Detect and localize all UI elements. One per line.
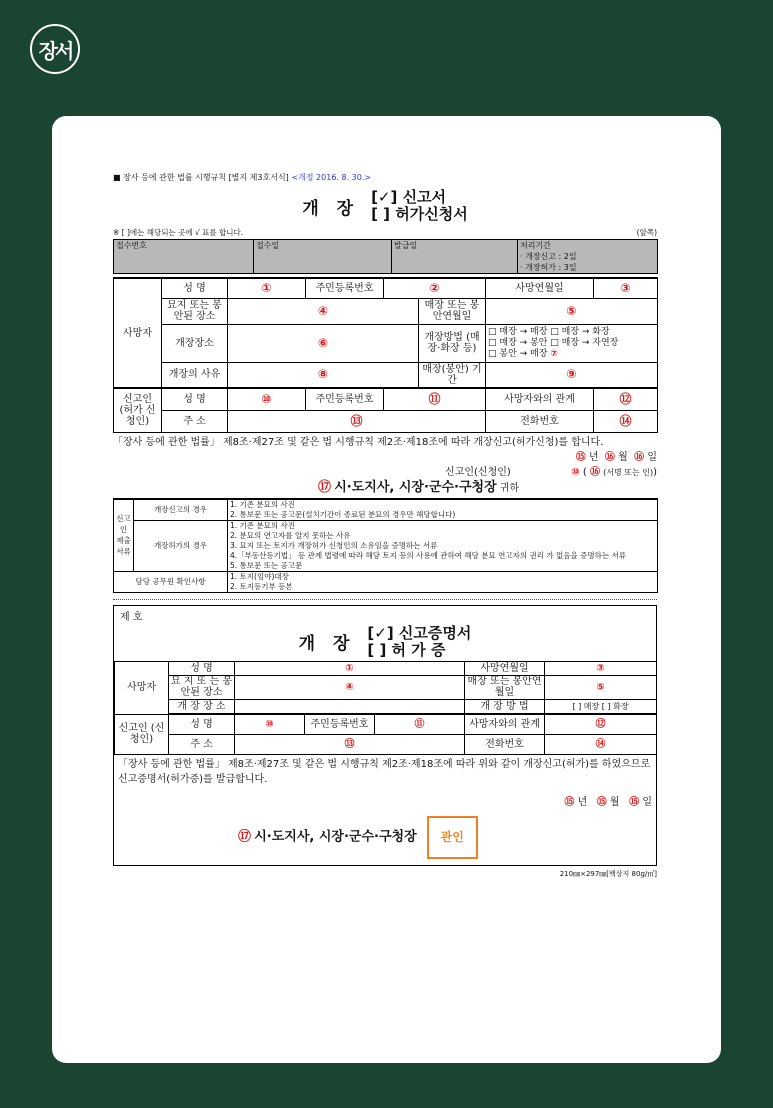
form-reference [113,172,657,183]
title-main: 개 장 [302,198,360,219]
cert-title-main: 개 장 [298,634,356,654]
deceased-table: 사망자 성 명 ① 주민등록번호 ② 사망연월일 ③ 묘지 또는 봉안된 장소 ④ 매장 또는 봉안연월일 ⑤ 개장장소 ⑥ 개장방법 (매장·화장 등) □ 매장 → 매장 □ 매장 → 화장 □ 매장 → 봉안 □ 매장 → 자연장 □ 봉안 → 매장 ⑦ 개장의 사유 ⑧ 매장(봉안) 기간 ⑨ 신고인 (허가 신청인) 성 명 ⑩ 주민등록번호 ⑪ 사망자와의 관계 ⑫ 주 소 ⑬ 전화번호 ⑭ [113,277,658,433]
permit-documents: 1. 기존 분묘의 사진 2. 분묘의 연고자를 알지 못하는 사유 3. 묘지 또는 토지가 개장허가 신청인의 소유임을 증명하는 서류 4.「부동산등기법」 등 관계 법령에 따라 해당 토지 등의 사용에 관하여 해당 분묘 연고자의 권리 가 없음을 증명하는 서류 5. 통보문 또는 공고문 [228,520,658,571]
cert-declaration: 「장사 등에 관한 법률」 제8조·제27조 및 같은 법 시행규칙 제2조·제18조에 따라 위와 같이 개장신고(허가)를 하였으므로 신고증명서(허가증)를 발급합니다. ⑮ 년 ⑮ 월 ⑮ 일 ⑰ 시·도지사, 시장·군수·구청장 관인 [114,755,656,865]
cert-option-permit: [ ] 허 가 증 [367,640,446,659]
method-options: □ 매장 → 매장 □ 매장 → 화장 □ 매장 → 봉안 □ 매장 → 자연장 □ 봉안 → 매장 ⑦ [486,324,658,362]
declaration-recipient: ⑰ 시·도지사, 시장·군수·구청장 귀하 [318,479,520,495]
cert-option-report: [✓] 신고증명서 [367,623,472,642]
issue-date: 발급일 [392,240,518,274]
form-title [113,189,657,223]
revision-link[interactable]: <개정 2016. 8. 30.> [291,173,372,182]
declaration: 「장사 등에 관한 법률」 제8조·제27조 및 같은 법 시행규칙 제2조·제18조에 따라 개장신고(허가신청)를 합니다. ⑮ 년 ⑯ 월 ⑯ 일 신고인(신청인) ⑩ ( ⑯ (서명 또는 인)) ⑰ 시·도지사, 시장·군수·구청장 귀하 [113,436,657,495]
cert-number: 제 호 [120,611,143,623]
page-side: (앞쪽) [636,228,657,237]
documents-table: 신고인 제출서류 개장신고의 경우 1. 기존 분묘의 사진 2. 통보문 또는 공고문(설치기간이 종료된 분묘의 경우만 해당합니다) 개장허가의 경우 1. 기존 분묘의 사진 2. 분묘의 연고자를 알지 못하는 사유 3. 묘지 또는 토지가 개장허가 신청인의 소유임을 증명하는 서류 4.「부동산등기법」 등 관계 법령에 따라 해당 토지 등의 사용에 관하여 해당 분묘 연고자의 권리 가 없음을 증명하는 서류 5. 통보문 또는 공고문 담당 공무원 확인사항 1. 토지(임야)대장 2. 토지등기부 등본 [113,498,658,593]
receipt-date: 접수일 [254,240,392,274]
applicant-label: 신고인 (허가 신청인) [114,388,162,432]
cut-line [113,599,657,600]
form-document [113,172,657,879]
declaration-signature: 신고인(신청인) ⑩ ( ⑯ (서명 또는 인)) [445,466,657,478]
checkbox-note: ※ [ ]에는 해당되는 곳에 √ 표를 합니다. [113,228,244,237]
paper-spec: 210㎜×297㎜[백상지 80g/㎡] [559,869,657,878]
receipt-table [113,239,658,274]
official-seal: 관인 [427,816,478,859]
site-logo[interactable]: 장서 [30,24,80,74]
title-option-report: [✓] 신고서 [371,188,447,206]
title-option-permit: [ ] 허가신청서 [371,205,468,223]
declaration-date: ⑮ 년 ⑯ 월 ⑯ 일 [575,451,657,463]
certificate [113,605,657,866]
deceased-label: 사망자 [114,278,162,388]
report-documents: 1. 기존 분묘의 사진 2. 통보문 또는 공고문(설치기간이 종료된 분묘의 경우만 해당합니다) [228,499,658,521]
cert-table: 사망자 성 명 ① 사망연월일 ③ 묘 지 또 는 봉안된 장소 ④ 매장 또는 봉안연월일 ⑤ 개 장 장 소 개 장 방 법 [ ] 매장 [ ] 화장 신고인 (신청인) 성 명 ⑩ 주민등록번호 ⑪ 사망자와의 관계 ⑫ 주 소 ⑬ 전화번호 ⑭ [114,661,657,755]
reference-text: ■ 장사 등에 관한 법률 시행규칙 [별지 제3호서식] [113,173,289,182]
processing-period: 처리기간 · 개장신고 : 2일 · 개장허가 : 3일 [518,240,658,274]
officer-documents: 1. 토지(임야)대장 2. 토지등기부 등본 [228,571,658,592]
receipt-number: 접수번호 [114,240,254,274]
documents-label: 신고인 제출서류 [114,499,134,572]
